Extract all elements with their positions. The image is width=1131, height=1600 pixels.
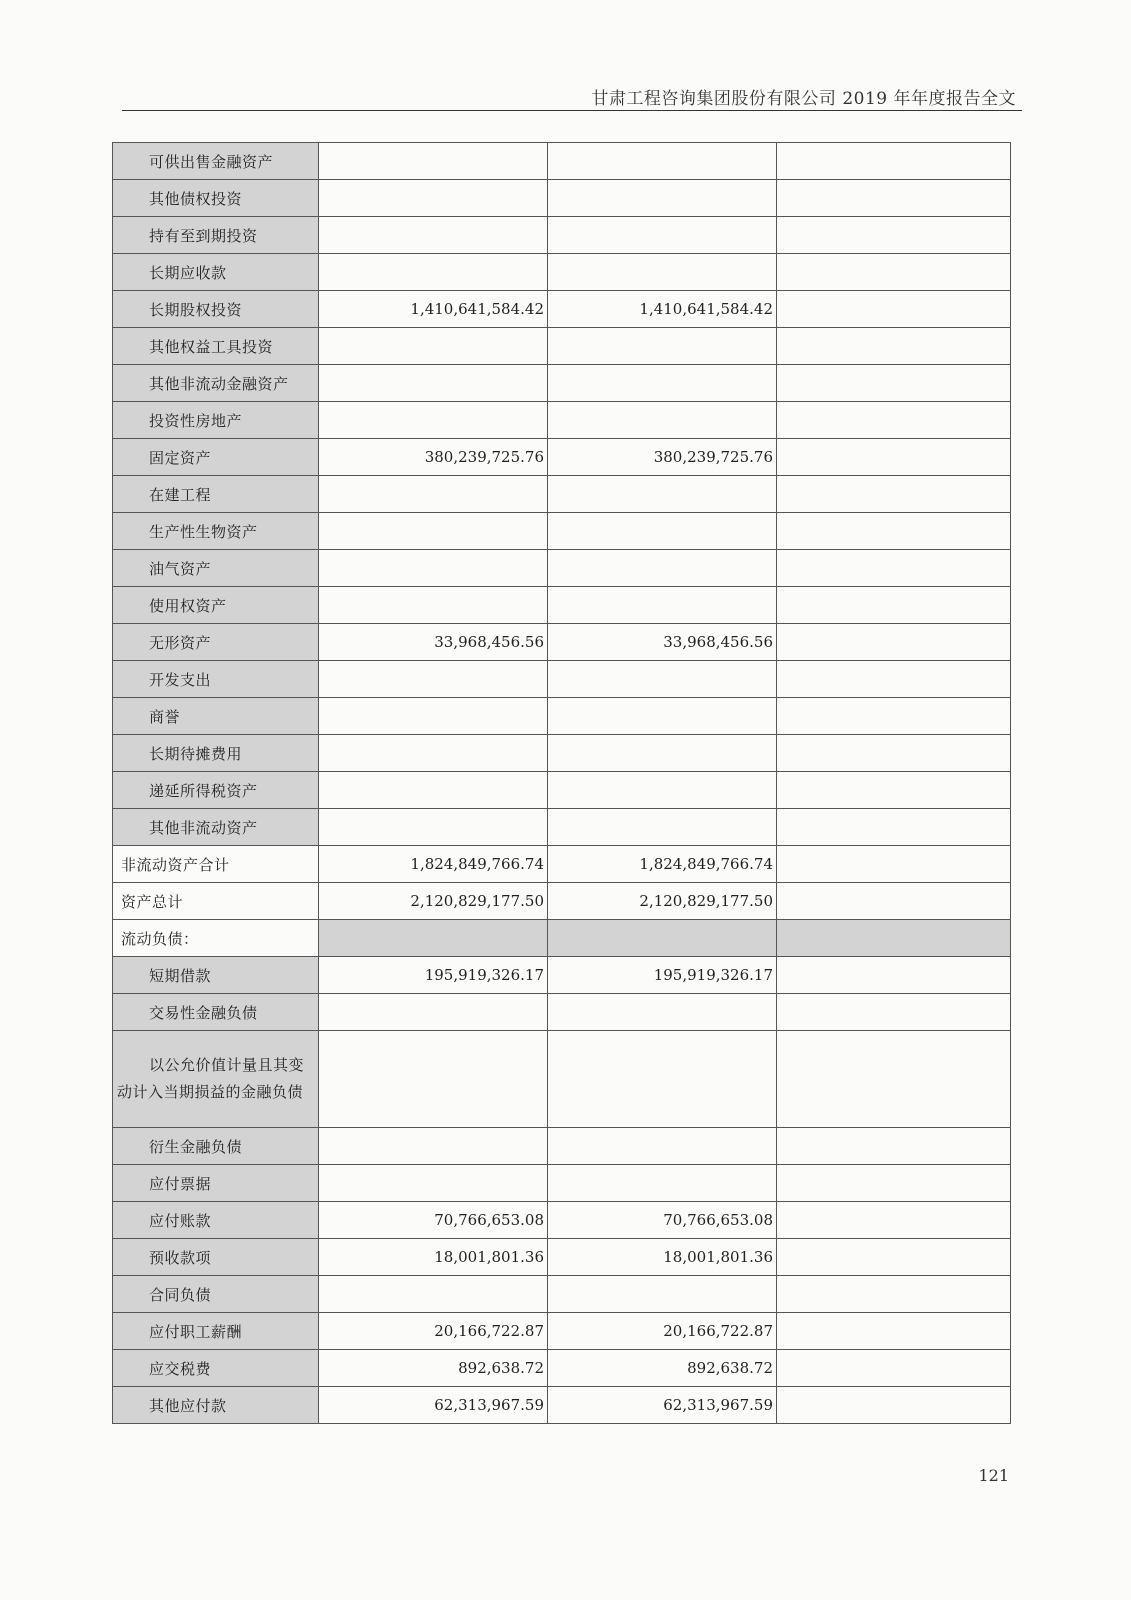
value-cell: 33,968,456.56 xyxy=(548,624,777,661)
row-label: 可供出售金融资产 xyxy=(113,143,319,180)
row-label: 开发支出 xyxy=(113,661,319,698)
value-cell: 18,001,801.36 xyxy=(319,1239,548,1276)
row-label: 应付职工薪酬 xyxy=(113,1313,319,1350)
row-label: 应交税费 xyxy=(113,1350,319,1387)
value-cell xyxy=(319,365,548,402)
value-cell xyxy=(777,1239,1011,1276)
row-label: 资产总计 xyxy=(113,883,319,920)
value-cell xyxy=(319,994,548,1031)
table-row xyxy=(113,476,1011,513)
value-cell xyxy=(548,254,777,291)
value-cell xyxy=(777,698,1011,735)
value-cell xyxy=(548,143,777,180)
section-row xyxy=(113,920,1011,957)
balance-sheet-table xyxy=(112,142,1011,1424)
table-row xyxy=(113,1276,1011,1313)
value-cell xyxy=(777,1387,1011,1424)
value-cell xyxy=(319,513,548,550)
table-row xyxy=(113,254,1011,291)
table-row xyxy=(113,439,1011,476)
table-row xyxy=(113,957,1011,994)
value-cell: 2,120,829,177.50 xyxy=(548,883,777,920)
value-cell: 33,968,456.56 xyxy=(319,624,548,661)
value-cell xyxy=(777,920,1011,957)
table-row xyxy=(113,1387,1011,1424)
value-cell xyxy=(777,883,1011,920)
value-cell xyxy=(548,1128,777,1165)
value-cell xyxy=(777,476,1011,513)
value-cell xyxy=(777,735,1011,772)
value-cell xyxy=(777,291,1011,328)
page-number: 121 xyxy=(978,1466,1009,1485)
section-label: 流动负债： xyxy=(113,920,319,957)
value-cell xyxy=(548,328,777,365)
value-cell xyxy=(777,143,1011,180)
value-cell xyxy=(548,772,777,809)
table-row xyxy=(113,402,1011,439)
value-cell xyxy=(548,1276,777,1313)
table-row xyxy=(113,772,1011,809)
row-label: 应付账款 xyxy=(113,1202,319,1239)
value-cell xyxy=(319,1031,548,1128)
value-cell xyxy=(777,846,1011,883)
row-label: 持有至到期投资 xyxy=(113,217,319,254)
value-cell xyxy=(548,476,777,513)
table-row xyxy=(113,735,1011,772)
value-cell xyxy=(777,1276,1011,1313)
row-label: 递延所得税资产 xyxy=(113,772,319,809)
row-label: 其他债权投资 xyxy=(113,180,319,217)
value-cell xyxy=(319,143,548,180)
table-row xyxy=(113,1202,1011,1239)
value-cell xyxy=(777,957,1011,994)
value-cell xyxy=(319,254,548,291)
table-row xyxy=(113,1313,1011,1350)
value-cell: 380,239,725.76 xyxy=(319,439,548,476)
value-cell xyxy=(319,772,548,809)
value-cell xyxy=(777,1202,1011,1239)
table-row xyxy=(113,180,1011,217)
value-cell xyxy=(777,1128,1011,1165)
value-cell xyxy=(548,550,777,587)
value-cell xyxy=(548,1165,777,1202)
value-cell xyxy=(319,402,548,439)
value-cell xyxy=(319,550,548,587)
value-cell: 1,410,641,584.42 xyxy=(548,291,777,328)
row-label: 其他非流动资产 xyxy=(113,809,319,846)
value-cell xyxy=(777,439,1011,476)
row-label: 以公允价值计量且其变动计入当期损益的金融负债 xyxy=(113,1031,319,1128)
row-label: 短期借款 xyxy=(113,957,319,994)
value-cell: 20,166,722.87 xyxy=(548,1313,777,1350)
value-cell xyxy=(777,1165,1011,1202)
row-label: 长期股权投资 xyxy=(113,291,319,328)
value-cell: 70,766,653.08 xyxy=(548,1202,777,1239)
value-cell xyxy=(319,698,548,735)
value-cell: 1,410,641,584.42 xyxy=(319,291,548,328)
value-cell xyxy=(777,772,1011,809)
table-row xyxy=(113,809,1011,846)
row-label: 投资性房地产 xyxy=(113,402,319,439)
value-cell xyxy=(777,1350,1011,1387)
table-row xyxy=(113,217,1011,254)
value-cell xyxy=(319,476,548,513)
table-row xyxy=(113,1031,1011,1128)
table-row xyxy=(113,1165,1011,1202)
table-row xyxy=(113,365,1011,402)
value-cell xyxy=(548,365,777,402)
table-row xyxy=(113,550,1011,587)
row-label: 长期应收款 xyxy=(113,254,319,291)
table-row xyxy=(113,994,1011,1031)
table-row xyxy=(113,291,1011,328)
table-row xyxy=(113,624,1011,661)
row-label: 使用权资产 xyxy=(113,587,319,624)
value-cell xyxy=(548,180,777,217)
value-cell xyxy=(548,809,777,846)
value-cell xyxy=(319,587,548,624)
value-cell xyxy=(777,513,1011,550)
value-cell xyxy=(777,1031,1011,1128)
value-cell xyxy=(777,328,1011,365)
value-cell: 380,239,725.76 xyxy=(548,439,777,476)
value-cell xyxy=(319,328,548,365)
table-row xyxy=(113,1128,1011,1165)
table-row xyxy=(113,698,1011,735)
value-cell xyxy=(319,1165,548,1202)
value-cell xyxy=(548,698,777,735)
page-header xyxy=(122,70,1022,111)
value-cell: 892,638.72 xyxy=(319,1350,548,1387)
value-cell xyxy=(319,809,548,846)
row-label: 预收款项 xyxy=(113,1239,319,1276)
value-cell: 70,766,653.08 xyxy=(319,1202,548,1239)
value-cell xyxy=(777,180,1011,217)
value-cell xyxy=(548,994,777,1031)
row-label: 生产性生物资产 xyxy=(113,513,319,550)
value-cell xyxy=(777,254,1011,291)
value-cell xyxy=(777,661,1011,698)
value-cell xyxy=(777,217,1011,254)
value-cell: 195,919,326.17 xyxy=(548,957,777,994)
row-label: 无形资产 xyxy=(113,624,319,661)
table-row xyxy=(113,1239,1011,1276)
row-label: 其他应付款 xyxy=(113,1387,319,1424)
value-cell xyxy=(777,550,1011,587)
value-cell: 892,638.72 xyxy=(548,1350,777,1387)
value-cell: 62,313,967.59 xyxy=(319,1387,548,1424)
table-row xyxy=(113,513,1011,550)
value-cell xyxy=(548,217,777,254)
value-cell xyxy=(548,920,777,957)
row-label: 其他非流动金融资产 xyxy=(113,365,319,402)
table-row xyxy=(113,587,1011,624)
row-label: 合同负债 xyxy=(113,1276,319,1313)
row-label: 油气资产 xyxy=(113,550,319,587)
value-cell xyxy=(548,661,777,698)
value-cell: 195,919,326.17 xyxy=(319,957,548,994)
row-label: 固定资产 xyxy=(113,439,319,476)
value-cell xyxy=(548,1031,777,1128)
value-cell xyxy=(777,994,1011,1031)
value-cell xyxy=(319,661,548,698)
value-cell xyxy=(548,735,777,772)
value-cell: 1,824,849,766.74 xyxy=(319,846,548,883)
row-label: 商誉 xyxy=(113,698,319,735)
table-row xyxy=(113,1350,1011,1387)
value-cell xyxy=(777,1313,1011,1350)
value-cell xyxy=(319,920,548,957)
row-label: 交易性金融负债 xyxy=(113,994,319,1031)
row-label: 其他权益工具投资 xyxy=(113,328,319,365)
value-cell xyxy=(777,402,1011,439)
value-cell xyxy=(319,1276,548,1313)
value-cell: 1,824,849,766.74 xyxy=(548,846,777,883)
value-cell: 20,166,722.87 xyxy=(319,1313,548,1350)
table-row xyxy=(113,661,1011,698)
row-label: 应付票据 xyxy=(113,1165,319,1202)
table-row xyxy=(113,143,1011,180)
value-cell xyxy=(548,587,777,624)
value-cell: 62,313,967.59 xyxy=(548,1387,777,1424)
value-cell xyxy=(319,180,548,217)
value-cell xyxy=(319,735,548,772)
value-cell: 18,001,801.36 xyxy=(548,1239,777,1276)
row-label: 在建工程 xyxy=(113,476,319,513)
value-cell xyxy=(548,402,777,439)
row-label: 长期待摊费用 xyxy=(113,735,319,772)
value-cell xyxy=(777,365,1011,402)
table-row xyxy=(113,846,1011,883)
value-cell xyxy=(777,809,1011,846)
value-cell xyxy=(548,513,777,550)
row-label: 非流动资产合计 xyxy=(113,846,319,883)
value-cell: 2,120,829,177.50 xyxy=(319,883,548,920)
value-cell xyxy=(319,1128,548,1165)
value-cell xyxy=(777,587,1011,624)
value-cell xyxy=(319,217,548,254)
value-cell xyxy=(777,624,1011,661)
report-title: 甘肃工程咨询集团股份有限公司 2019 年年度报告全文 xyxy=(591,89,1016,109)
table-row xyxy=(113,328,1011,365)
table-row xyxy=(113,883,1011,920)
row-label: 衍生金融负债 xyxy=(113,1128,319,1165)
